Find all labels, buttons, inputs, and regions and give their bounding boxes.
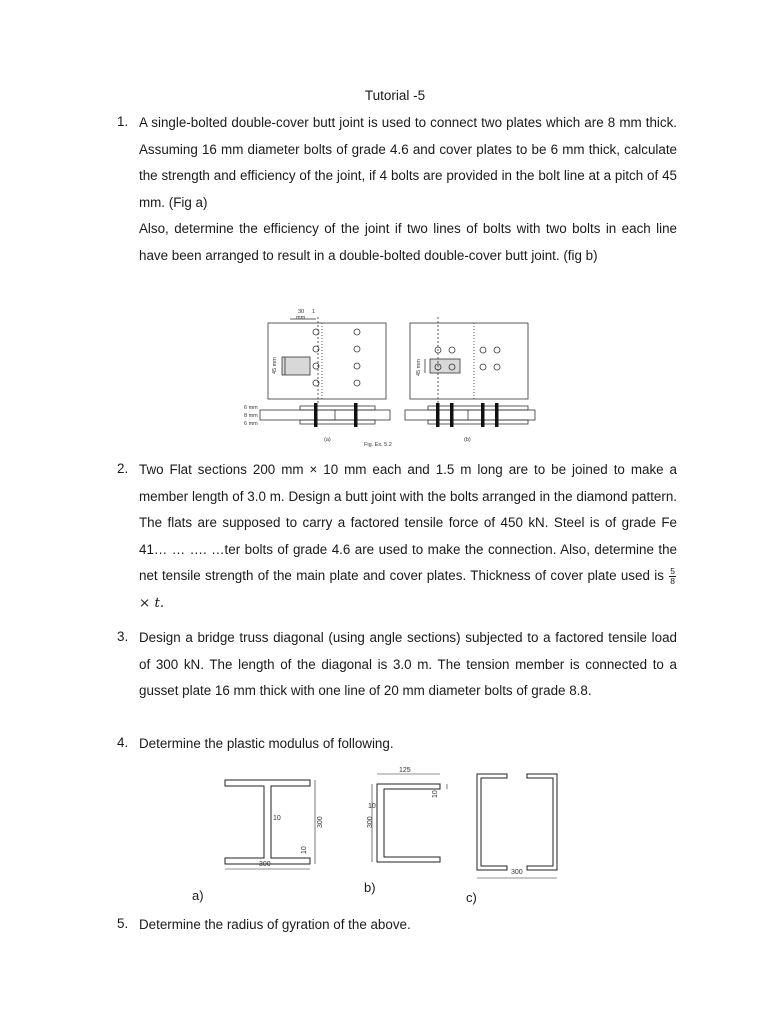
fig2-b-dim-125: 125 [399, 767, 411, 774]
page-title: Tutorial -5 [364, 88, 426, 103]
question-3 [117, 625, 677, 705]
bolted-joint-figure [240, 305, 540, 455]
fig1-dim-mm: mm [296, 315, 306, 321]
fig1-thk-6a: 6 mm [244, 405, 258, 411]
fig2-a-dim-10: 10 [273, 815, 281, 822]
fig2-a-dim-300w: 300 [259, 861, 271, 868]
fig2-b-dim-300: 300 [367, 816, 374, 828]
fig1-thk-6b: 6 mm [244, 421, 258, 427]
fig1-section-1: 1 [312, 309, 316, 315]
question-1 [117, 110, 677, 269]
fig2-c-dim-300: 300 [511, 869, 523, 876]
subfigure-label-b: b) [364, 880, 376, 895]
question-text: Design a bridge truss diagonal (using angle sections) subjected to a factored tensile load of 300 kN. The length of the diagonal is 3.0 m. The tension member is connected to a gusset plate 16 mm thick with one line of 20 mm diameter bolts of grade 8.8. [139, 630, 677, 698]
fig2-a-dim-10b: 10 [301, 846, 308, 854]
question-number: 4. [117, 735, 129, 750]
fig1-label-a: (a) [324, 437, 331, 443]
question-text: Determine the radius of gyration of the above. [139, 917, 411, 932]
question-5 [117, 912, 677, 939]
question-text: A single-bolted double-cover butt joint is used to connect two plates which are 8 mm thick. Assuming 16 mm diameter bolts of grade 4.6 and cover plates to be 6 mm thick, calculate the strength and efficiency of the joint, if 4 bolts are provided in the bolt line at a pitch of 45 mm. (Fig a) [139, 115, 677, 210]
question-2 [117, 457, 677, 617]
question-tail: × t. [139, 595, 165, 611]
fig2-b-dim-10b: 10 [368, 803, 376, 810]
fig2-b-dim-10a: 10 [432, 790, 439, 798]
fraction: $\frac{5}{8}$ [670, 565, 675, 586]
question-4 [117, 731, 677, 758]
question-number: 2. [117, 461, 129, 476]
subfigure-label-a: a) [192, 888, 204, 903]
fig1-dim-45a: 45 mm [272, 357, 278, 374]
question-number: 5. [117, 916, 129, 931]
fig2-a-dim-300h: 300 [317, 816, 324, 828]
question-number: 3. [117, 629, 129, 644]
fig1-caption: Fig. Ex. 5.2 [364, 442, 392, 448]
section-figures [195, 762, 575, 912]
question-text: Determine the plastic modulus of following. [139, 736, 394, 751]
fig1-dim-45b: 45 mm [416, 359, 422, 376]
question-text: Also, determine the efficiency of the joint if two lines of bolts with two bolts in each line have been arranged to result in a double-bolted double-cover butt joint. (fig b) [139, 221, 677, 263]
subfigure-label-c: c) [466, 890, 477, 905]
fig1-dim-30: 30 [298, 309, 305, 315]
question-text: Two Flat sections 200 mm × 10 mm each and 1.5 m long are to be joined to make a member length of 3.0 m. Design a butt joint with the bolts arranged in the diamond pattern. The flats are supposed to carry a factored tensile force of 450 kN. Steel is of grade Fe 41… … …. …ter bolts of grade 4.6 are used to make the connection. Also, determine the net tensile strength of the main plate and cover plates. Thickness of cover plate used is [139, 462, 677, 583]
fig1-label-b: (b) [464, 437, 471, 443]
question-number: 1. [117, 114, 129, 129]
fig1-thk-8: 8 mm [244, 413, 258, 419]
